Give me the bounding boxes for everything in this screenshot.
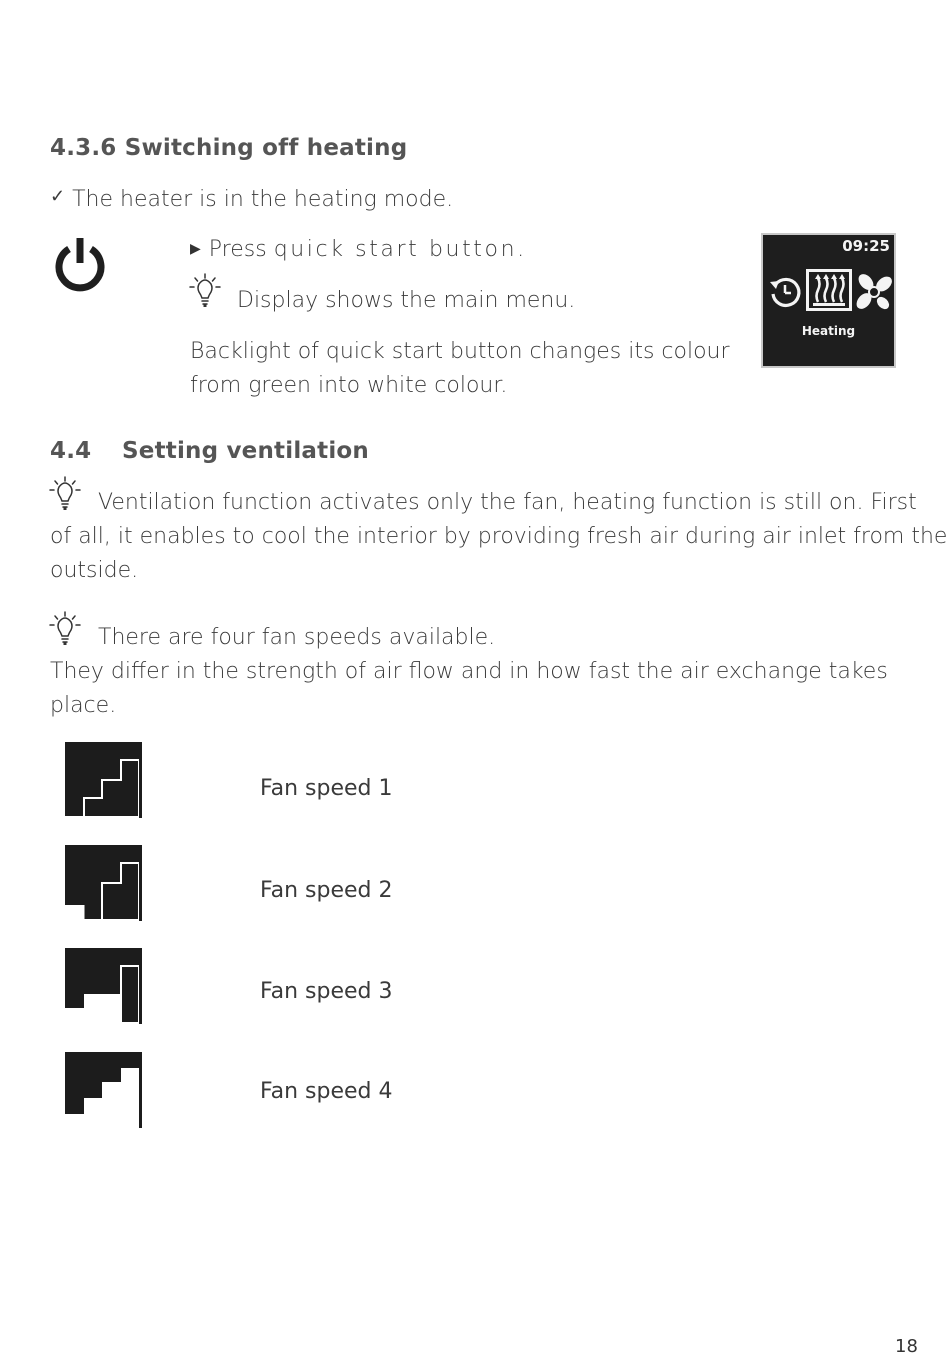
check-icon: ✓ [50, 186, 66, 207]
section-title-44: Setting ventilation [122, 438, 369, 464]
timer-icon [768, 275, 802, 309]
step-prefix: Press [208, 237, 267, 262]
step-arrow-icon: ▶ [190, 241, 201, 257]
step-action: quick start button. [273, 237, 527, 262]
fan-speed-3-icon [65, 948, 145, 1026]
precondition-text: The heater is in the heating mode. [72, 187, 454, 212]
fan-icon [855, 273, 893, 311]
fan-speed-4-label: Fan speed 4 [260, 1079, 393, 1104]
section-number-44: 4.4 [50, 438, 92, 464]
ventilation-tip-line-1: Ventilation function activates only the fan, heating function is still on. First [98, 490, 917, 515]
step-instruction [190, 233, 527, 269]
fan-speeds-tip-line-2: They differ in the strength of air flow and in how fast the air exchange takes [50, 659, 888, 684]
lightbulb-icon [188, 273, 222, 309]
fan-speed-4-icon [65, 1052, 145, 1130]
fan-speed-1-label: Fan speed 1 [260, 776, 393, 801]
heating-icon [806, 269, 852, 311]
ventilation-tip-line-3: outside. [50, 558, 139, 583]
backlight-note-line-1: Backlight of quick start button changes its colour [190, 339, 730, 364]
backlight-note-line-2: from green into white colour. [190, 373, 508, 398]
fan-speeds-tip [50, 621, 888, 723]
fan-speed-1-icon [65, 742, 145, 820]
heater-display [761, 233, 896, 368]
page-number: 18 [895, 1336, 918, 1357]
backlight-note [190, 335, 730, 403]
ventilation-tip [50, 486, 947, 588]
fan-speed-3-label: Fan speed 3 [260, 979, 393, 1004]
fan-speeds-tip-line-3: place. [50, 693, 117, 718]
display-mode-label: Heating [801, 324, 856, 338]
precondition [50, 183, 453, 218]
power-icon [52, 236, 108, 294]
result-text: Display shows the main menu. [237, 288, 576, 313]
ventilation-tip-line-2: of all, it enables to cool the interior by providing fresh air during air inlet from the [50, 524, 948, 549]
fan-speeds-tip-line-1: There are four fan speeds available. [98, 625, 496, 650]
display-time: 09:25 [842, 237, 890, 255]
section-heading-436: 4.3.6 Switching off heating [50, 135, 408, 161]
fan-speed-2-icon [65, 845, 145, 923]
fan-speed-2-label: Fan speed 2 [260, 878, 393, 903]
